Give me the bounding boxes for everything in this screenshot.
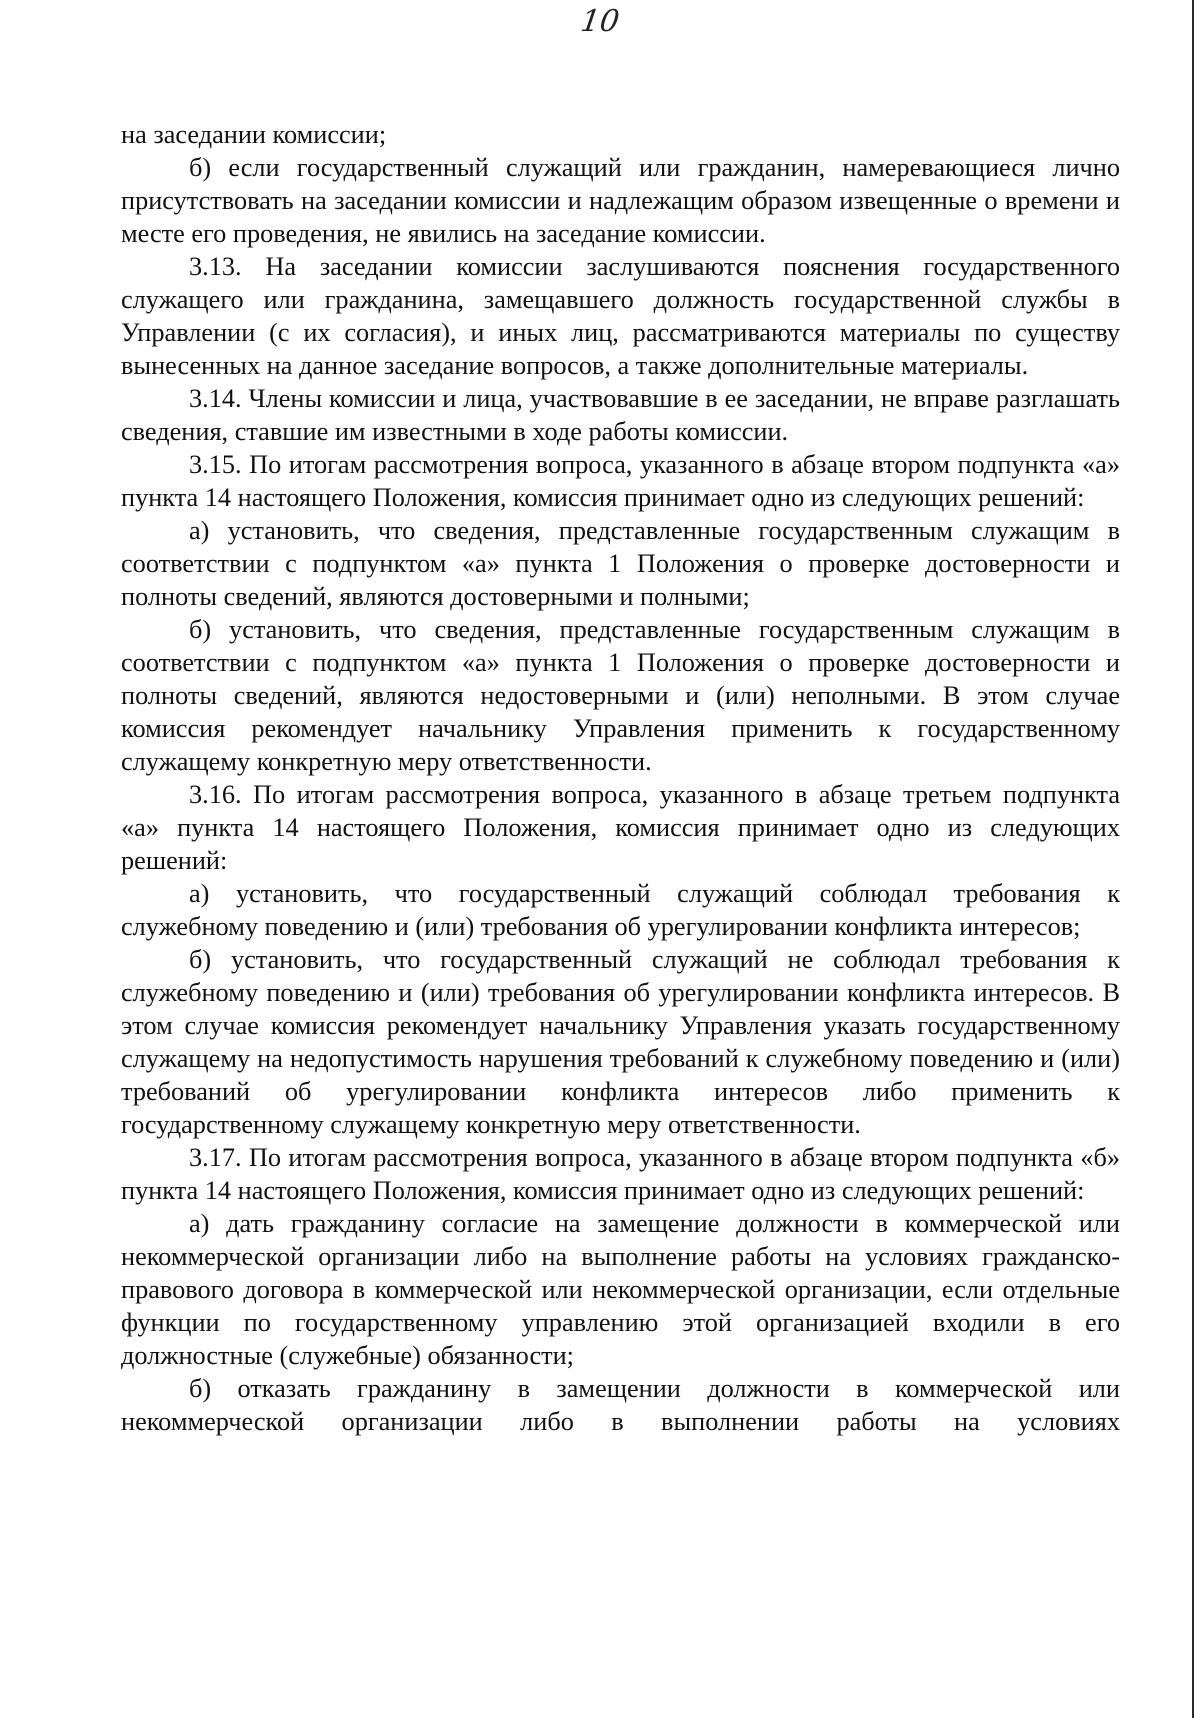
paragraph-3-15: 3.15. По итогам рассмотрения вопроса, указанного в абзаце втором подпункта «а» пункта 14 настоящего Положения, комиссия принимает одно из следующих решений: [121,450,1120,512]
paragraph-3-16: 3.16. По итогам рассмотрения вопроса, указанного в абзаце третьем подпункта «а» пункта 14 настоящего Положения, комиссия принимает одно из следующих решений: [121,780,1120,875]
paragraph-3-17-b: б) отказать гражданину в замещении должности в коммерческой или некоммерческой организации либо в выполнении работы на условиях [121,1374,1120,1436]
paragraph-3-15-a: а) установить, что сведения, представленные государственным служащим в соответствии с подпунктом «а» пункта 1 Положения о проверке достоверности и полноты сведений, являются достоверными и полными; [121,516,1120,611]
paragraph-item-b-absence: б) если государственный служащий или гражданин, намеревающиеся лично присутствовать на заседании комиссии и надлежащим образом извещенные о времени и месте его проведения, не явились на заседание комиссии. [121,153,1120,248]
paragraph-3-14: 3.14. Члены комиссии и лица, участвовавшие в ее заседании, не вправе разглашать сведения, ставшие им известными в ходе работы комиссии. [121,384,1120,446]
page-edge-border [1192,0,1194,1718]
paragraph-3-16-b: б) установить, что государственный служащий не соблюдал требования к служебному поведению и (или) требования об урегулировании конфликта интересов. В этом случае комиссия рекомендует начальнику Управления указать государственному служащему на недопустимость нарушения требований к служебному поведению и (или) требований об урегулировании конфликта интересов либо применить к государственному служащему конкретную меру ответственности. [121,945,1120,1139]
paragraph-3-15-b: б) установить, что сведения, представленные государственным служащим в соответствии с подпунктом «а» пункта 1 Положения о проверке достоверности и полноты сведений, являются недостоверными и (или) неполными. В этом случае комиссия рекомендует начальнику Управления применить к государственному служащему конкретную меру ответственности. [121,615,1120,776]
paragraph-3-17: 3.17. По итогам рассмотрения вопроса, указанного в абзаце втором подпункта «б» пункта 14 настоящего Положения, комиссия принимает одно из следующих решений: [121,1143,1120,1205]
paragraph-3-13: 3.13. На заседании комиссии заслушиваются пояснения государственного служащего или гражданина, замещавшего должность государственной службы в Управлении (с их согласия), и иных лиц, рассматриваются материалы по существу вынесенных на данное заседание вопросов, а также дополнительные материалы. [121,252,1120,380]
page-number: 10 [578,4,622,39]
paragraph-3-16-a: а) установить, что государственный служащий соблюдал требования к служебному поведению и (или) требования об урегулировании конфликта интересов; [121,879,1120,941]
paragraph-continuation: на заседании комиссии; [121,120,387,149]
paragraph-3-17-a: а) дать гражданину согласие на замещение должности в коммерческой или некоммерческой организации либо на выполнение работы на условиях гражданско-правового договора в коммерческой или некоммерческой организации, если отдельные функции по государственному управлению этой организацией входили в его должностные (служебные) обязанности; [121,1209,1120,1370]
document-body [121,118,1120,1438]
